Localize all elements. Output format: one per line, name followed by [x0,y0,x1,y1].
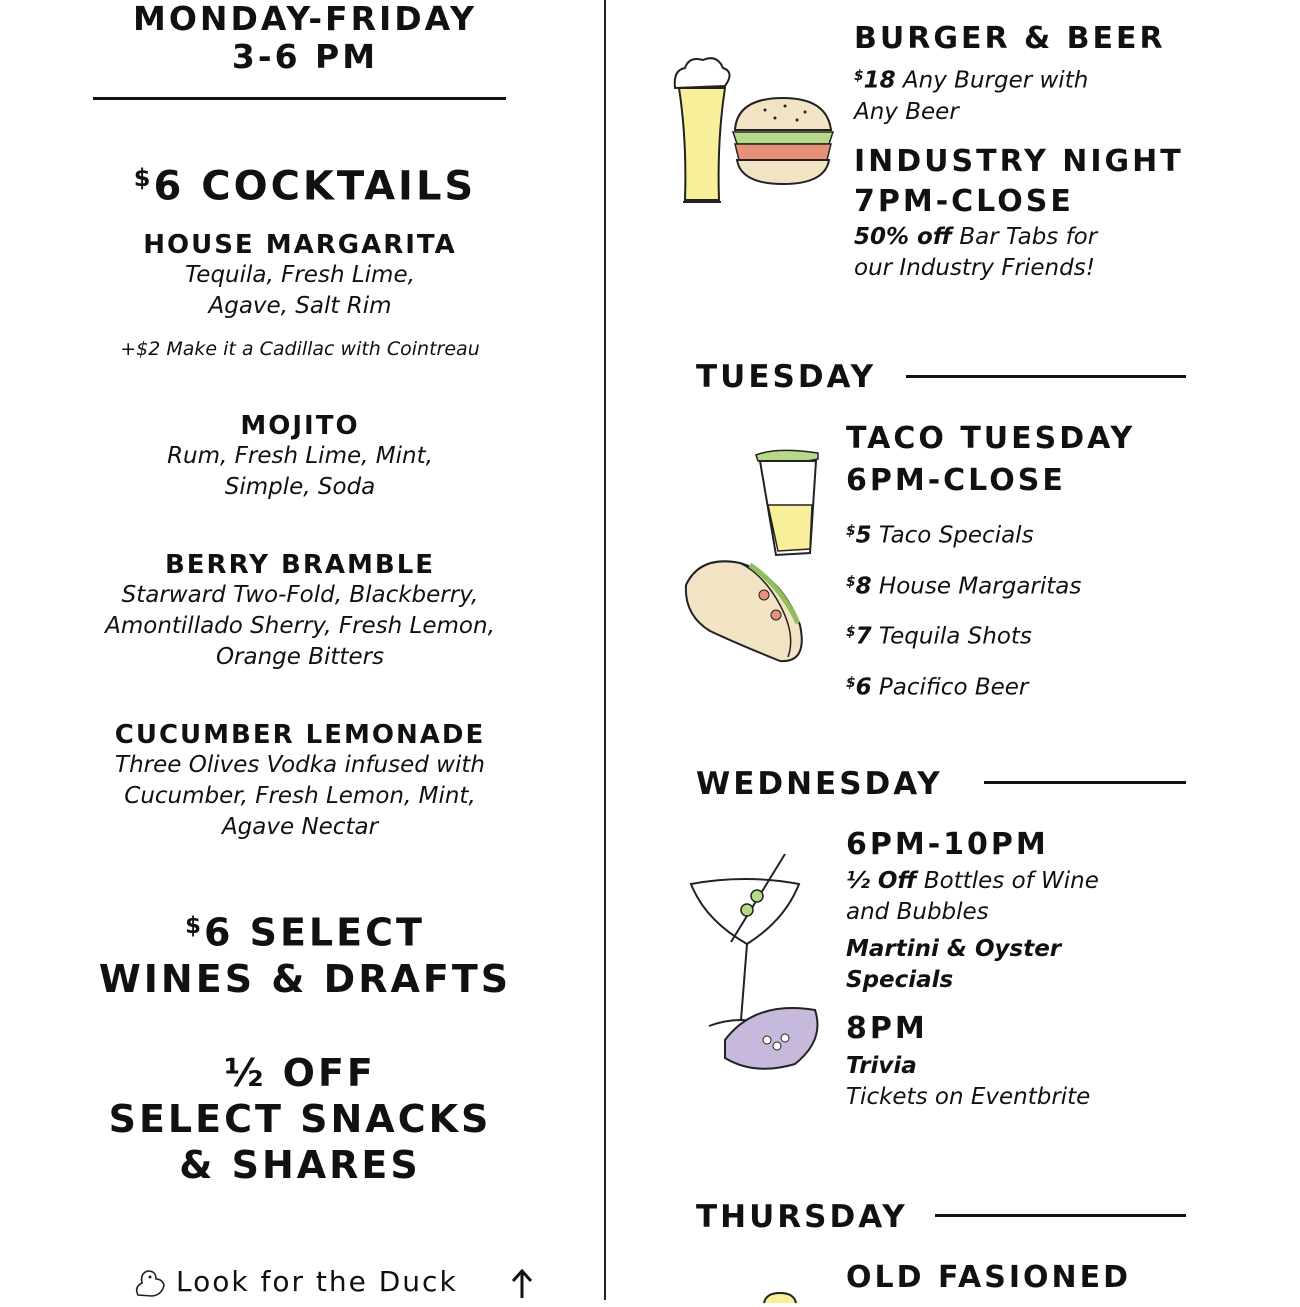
cocktail-desc: Cucumber, Fresh Lemon, Mint, [124,783,476,809]
duck-icon [130,1265,168,1300]
duck-text: Look for the Duck [176,1265,458,1298]
martini-oyster-illustration [685,850,835,1080]
cocktail-desc: Starward Two-Fold, Blackberry, [121,582,479,608]
glass-icon [760,1288,800,1300]
header-rule [93,97,506,100]
burger-beer-title: BURGER & BEER [854,21,1166,56]
cocktail-desc: Three Olives Vodka infused with [115,752,485,778]
wednesday-heading: WEDNESDAY [696,766,943,802]
wines-heading: $6 SELECT WINES & DRAFTS [98,910,512,1001]
tuesday-rule [906,375,1186,378]
cocktail-name: HOUSE MARGARITA [143,230,457,260]
cocktail-desc: Simple, Soda [224,474,376,500]
cocktail-berry-bramble [20,550,580,673]
cocktail-name: BERRY BRAMBLE [164,550,436,580]
thursday-rule [935,1214,1186,1217]
beer-burger-illustration [655,50,845,210]
special-item: $6 Pacifico Beer [846,674,1029,701]
cocktail-desc: Agave Nectar [221,814,379,840]
wednesday-rule [984,781,1186,784]
thursday-heading: THURSDAY [696,1199,908,1235]
tequila-taco-illustration [680,445,830,670]
industry-night-title: INDUSTRY NIGHT 7PM-CLOSE [854,144,1184,219]
wednesday-time-1: 6PM-10PM [846,827,1049,862]
wednesday-time-2: 8PM [846,1011,928,1046]
cocktail-mojito [40,411,560,503]
cocktail-desc: Tequila, Fresh Lime, [185,262,415,288]
special-item: $5 Taco Specials [846,522,1034,549]
hours-heading: 3-6 PM [231,37,379,76]
snacks-heading: ½ OFF SELECT SNACKS & SHARES [108,1051,492,1187]
martini-oyster-specials: Martini & Oyster Specials [846,936,1062,993]
burger-beer-desc: $18 Any Burger with Any Beer [854,67,1089,125]
cocktail-desc: Orange Bitters [215,644,385,670]
special-item: $8 House Margaritas [846,573,1082,600]
cocktail-name: MOJITO [240,411,360,441]
days-heading: MONDAY-FRIDAY [133,0,477,38]
tuesday-heading: TUESDAY [696,359,877,395]
cocktail-desc: Amontillado Sherry, Fresh Lemon, [105,613,495,639]
cocktails-heading: $6 COCKTAILS [133,163,477,210]
cocktail-house-margarita [40,230,560,322]
cocktail-cucumber-lemonade [20,720,580,843]
cocktail-desc: Rum, Fresh Lime, Mint, [167,443,433,469]
old-fashioned-title: OLD FASIONED [846,1260,1132,1295]
cadillac-note: +$2 Make it a Cadillac with Cointreau [120,338,480,360]
industry-night-desc: 50% off Bar Tabs for our Industry Friends! [854,224,1098,281]
taco-specials-list [846,508,1081,711]
cocktail-desc: Agave, Salt Rim [208,293,392,319]
taco-tuesday-title: TACO TUESDAY 6PM-CLOSE [846,421,1136,498]
column-divider [604,0,606,1300]
special-item: $7 Tequila Shots [846,623,1032,650]
cocktail-name: CUCUMBER LEMONADE [114,720,486,750]
arrow-up-icon [507,1268,537,1300]
wine-special-desc: ½ Off Bottles of Wine and Bubbles [846,868,1099,925]
trivia-desc: Trivia Tickets on Eventbrite [846,1053,1091,1110]
